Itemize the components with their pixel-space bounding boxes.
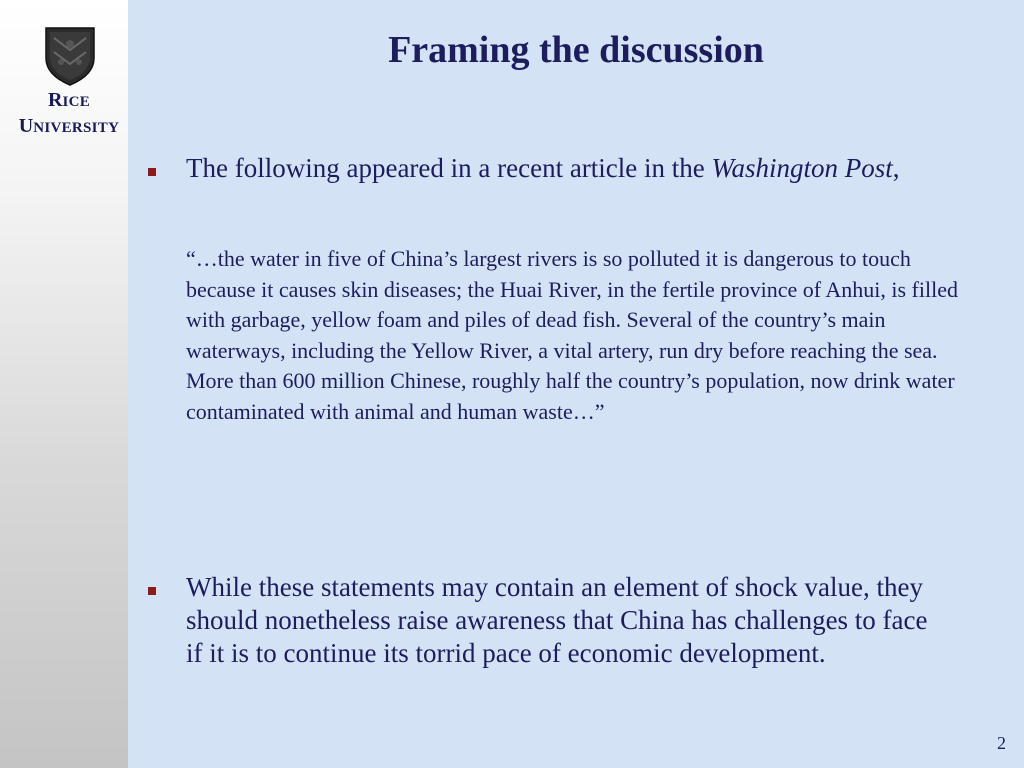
sidebar <box>0 0 128 768</box>
logo-university: UNIVERSITY <box>18 115 120 137</box>
article-quote: “…the water in five of China’s largest rivers is so polluted it is dangerous to touch because it causes skin diseases; the Huai River, in the fertile province of Anhui, is filled with garbage, yellow foam and piles of dead fish. Several of the country’s main waterways, including the Yellow River, a vital artery, run dry before reaching the sea. More than 600 million Chinese, roughly half the country’s population, now drink water contaminated with animal and human waste…” <box>186 246 958 424</box>
bullet-article-intro <box>148 152 948 185</box>
rice-shield-icon <box>44 22 96 86</box>
source-name: Washington Post <box>711 153 893 183</box>
bullet-text: The following appeared in a recent article in the Washington Post, <box>186 153 900 183</box>
bullet-square-icon <box>148 587 156 595</box>
bullet-text: While these statements may contain an element of shock value, they should nonetheless raise awareness that China has challenges to face if it is to continue its torrid pace of economic development. <box>186 572 928 668</box>
bullet-conclusion <box>148 571 948 670</box>
bullet-square-icon <box>148 168 156 176</box>
slide-title: Framing the discussion <box>388 29 764 71</box>
logo-rice: RICE <box>47 89 91 111</box>
page-number: 2 <box>997 733 1006 753</box>
